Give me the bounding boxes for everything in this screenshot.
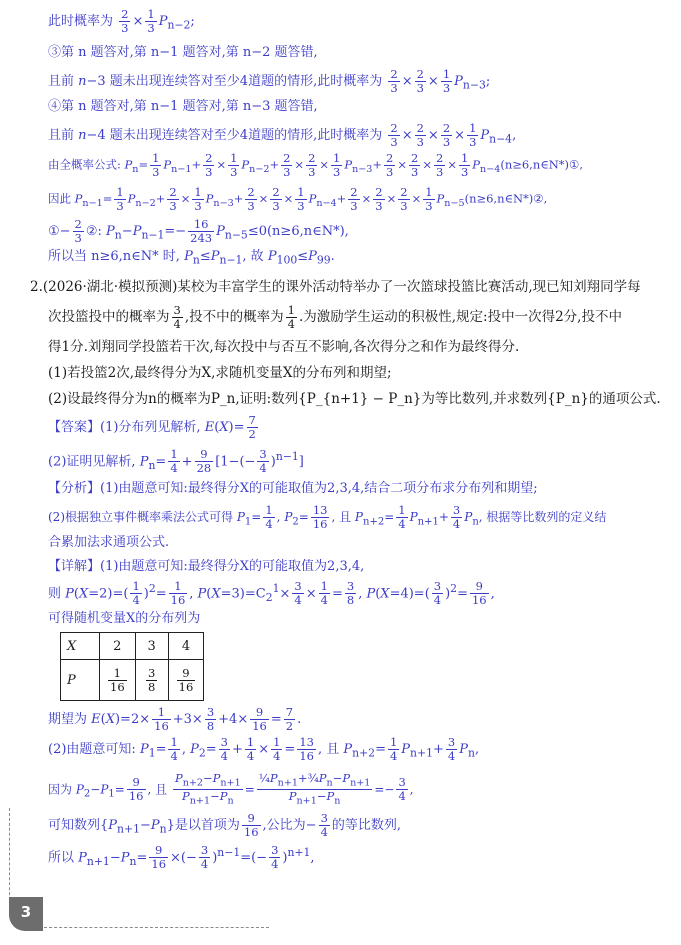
table-cell: $\frac{9}{16}$ (168, 660, 204, 701)
text-line: 则 P(X=2)=( $\frac{1}{4}$ )$^2$= $\frac{1}{16}$ , $P(X=3)=C_2^1\times$ $\frac{3}{4}$ × $\frac{1}{4}$ = $\frac{3}{8}$ , P(X=4)=( $\frac{3}{4}$ )$^2$= $\frac{9}{16}$ , (48, 579, 495, 608)
table-row-label: P (61, 660, 100, 701)
text-line: 可知数列$\{P_{n+1}-P_n\}$是以首项为 $\frac{9}{16}$ ,公比为− $\frac{3}{4}$ 的等比数列, (48, 811, 402, 839)
analysis-line: 【分析】(1)由题意可知:最终得分X的可能取值为2,3,4,结合二项分布求分布列和期望; (48, 481, 538, 496)
problem-title: 2.(2026·湖北·模拟预测)某校为丰富学生的课外活动特举办了一次篮球投篮比赛活动,现已知刘翔同学每 (30, 279, 641, 295)
text-line: 次投篮投中的概率为 $\frac{3}{4}$ ,投不中的概率为 $\frac{1}{4}$ .为激励学生运动的积极性,规定:投中一次得2分,投不中 (48, 303, 622, 331)
text-line: ③第 n 题答对,第 n−1 题答对,第 n−2 题答错, (48, 45, 318, 60)
text-line: 可得随机变量X的分布列为 (48, 611, 201, 626)
text-line: 且前 n−4 题未出现连续答对至少4道题的情形,此时概率为 $\frac{2}{3}$ × $\frac{2}{3}$ × $\frac{2}{3}$ × $\frac{1}{3}$ $P_{n-4}$, (48, 121, 517, 149)
table-header-cell: 2 (100, 633, 136, 660)
text-line: (2)证明见解析, $P_n=$ $\frac{1}{4}$ + $\frac{9}{28}$ [1−(− $\frac{3}{4}$ )$^{n-1}$] (48, 447, 304, 476)
text-line: 因此 $P_{n-1}=$ $\frac{1}{3}$ $P_{n-2}+$ $\frac{2}{3}$ × $\frac{1}{3}$ $P_{n-3}+$ $\frac{2}{3}$ × $\frac{2}{3}$ × $\frac{1}{3}$ $P_{n-4}+$ $\frac{2}{3}$ × $\frac{2}{3}$ × $\frac{2}{3}$ × $\frac{1}{3}$ $P_{n-5}(n\ge 6,n\in N*)②$, (48, 185, 548, 213)
table-cell: $\frac{1}{16}$ (100, 660, 136, 701)
table-cell: $\frac{3}{8}$ (135, 660, 168, 701)
distribution-table (60, 632, 204, 701)
answer-line: 【答案】(1)分布列见解析, E(X)= $\frac{7}{2}$ (48, 413, 256, 441)
text-line: 得1分.刘翔同学投篮若干次,每次投中与否互不影响,各次得分之和作为最终得分. (48, 339, 520, 355)
text-line: 期望为 E(X)=2× $\frac{1}{16}$ +3× $\frac{3}{8}$ +4× $\frac{9}{16}$ = $\frac{7}{2}$ . (48, 705, 302, 733)
text-line: 由全概率公式: $P_n=$ $\frac{1}{3}$ $P_{n-1}+$ $\frac{2}{3}$ × $\frac{1}{3}$ $P_{n-2}+$ $\frac{2}{3}$ × $\frac{2}{3}$ × $\frac{1}{3}$ $P_{n-3}+$ $\frac{2}{3}$ × $\frac{2}{3}$ × $\frac{2}{3}$ × $\frac{1}{3}$ $P_{n-4}(n\ge 6,n\in N*)①$, (48, 151, 584, 179)
table-header-cell: 3 (135, 633, 168, 660)
text-line: (2)由题意可知: $P_1=$ $\frac{1}{4}$ , $P_2=$ $\frac{3}{4}$ + $\frac{1}{4}$ × $\frac{1}{4}$ = $\frac{13}{16}$ , 且 $P_{n+2}=$ $\frac{1}{4}$ $P_{n+1}+$ $\frac{3}{4}$ $P_n$, (48, 735, 480, 763)
text-line: (2)根据独立事件概率乘法公式可得 $P_1=$ $\frac{1}{4}$ , $P_2=$ $\frac{13}{16}$ , 且 $P_{n+2}=$ $\frac{1}{4}$ $P_{n+1}+$ $\frac{3}{4}$ $P_n$, 根据等比数列的定义结 (48, 503, 607, 531)
text-line: 所以 $P_{n+1}-P_n=$ $\frac{9}{16}$ ×(− $\frac{3}{4}$ )$^{n-1}$=(− $\frac{3}{4}$ )$^{n+1}$, (48, 843, 315, 872)
page-bottom-border (44, 927, 269, 928)
text-line: (1)若投篮2次,最终得分为X,求随机变量X的分布列和期望; (48, 365, 392, 381)
text-line: ④第 n 题答对,第 n−1 题答对,第 n−3 题答错, (48, 99, 318, 114)
text-line: (2)设最终得分为n的概率为P_n,证明:数列{P_{n+1} − P_n}为等比数列,并求数列{P_n}的通项公式. (48, 391, 661, 407)
page-number: 3 (9, 897, 43, 931)
text-line: ①− $\frac{2}{3}$ ②: $P_n-P_{n-1}=-$ $\frac{16}{243}$ $P_{n-5}\le 0(n\ge 6,n\in N*)$, (48, 217, 349, 245)
table-header-cell: 4 (168, 633, 204, 660)
table-header-cell: X (61, 633, 100, 660)
text-line: 且前 n−3 题未出现连续答对至少4道题的情形,此时概率为 $\frac{2}{3}$ × $\frac{2}{3}$ × $\frac{1}{3}$ $P_{n-3}$; (48, 67, 491, 95)
text-line: 所以当 n≥6,n∈N* 时, $P_n\le P_{n-1}$, 故 $P_{100}\le P_{99}$. (48, 249, 335, 267)
text-line: 因为 $P_2-P_1=$ $\frac{9}{16}$ , 且 $\frac{P_{n+2}-P_{n+1}}{P_{n+1}-P_n}$ = $\frac{\frac{1}{4}P_{n+1}+\frac{3}{4}P_n-P_{n+1}}{P_{n+1}-P_n}$ =− $\frac{3}{4}$ , (48, 771, 414, 807)
text-line: 合累加法求通项公式. (48, 535, 170, 550)
page-corner-border (9, 808, 10, 910)
text-line: 此时概率为 $\frac{2}{3}$ × $\frac{1}{3}$ $P_{n-2}$; (48, 7, 195, 35)
solution-line: 【详解】(1)由题意可知:最终得分X的可能取值为2,3,4, (48, 559, 365, 574)
